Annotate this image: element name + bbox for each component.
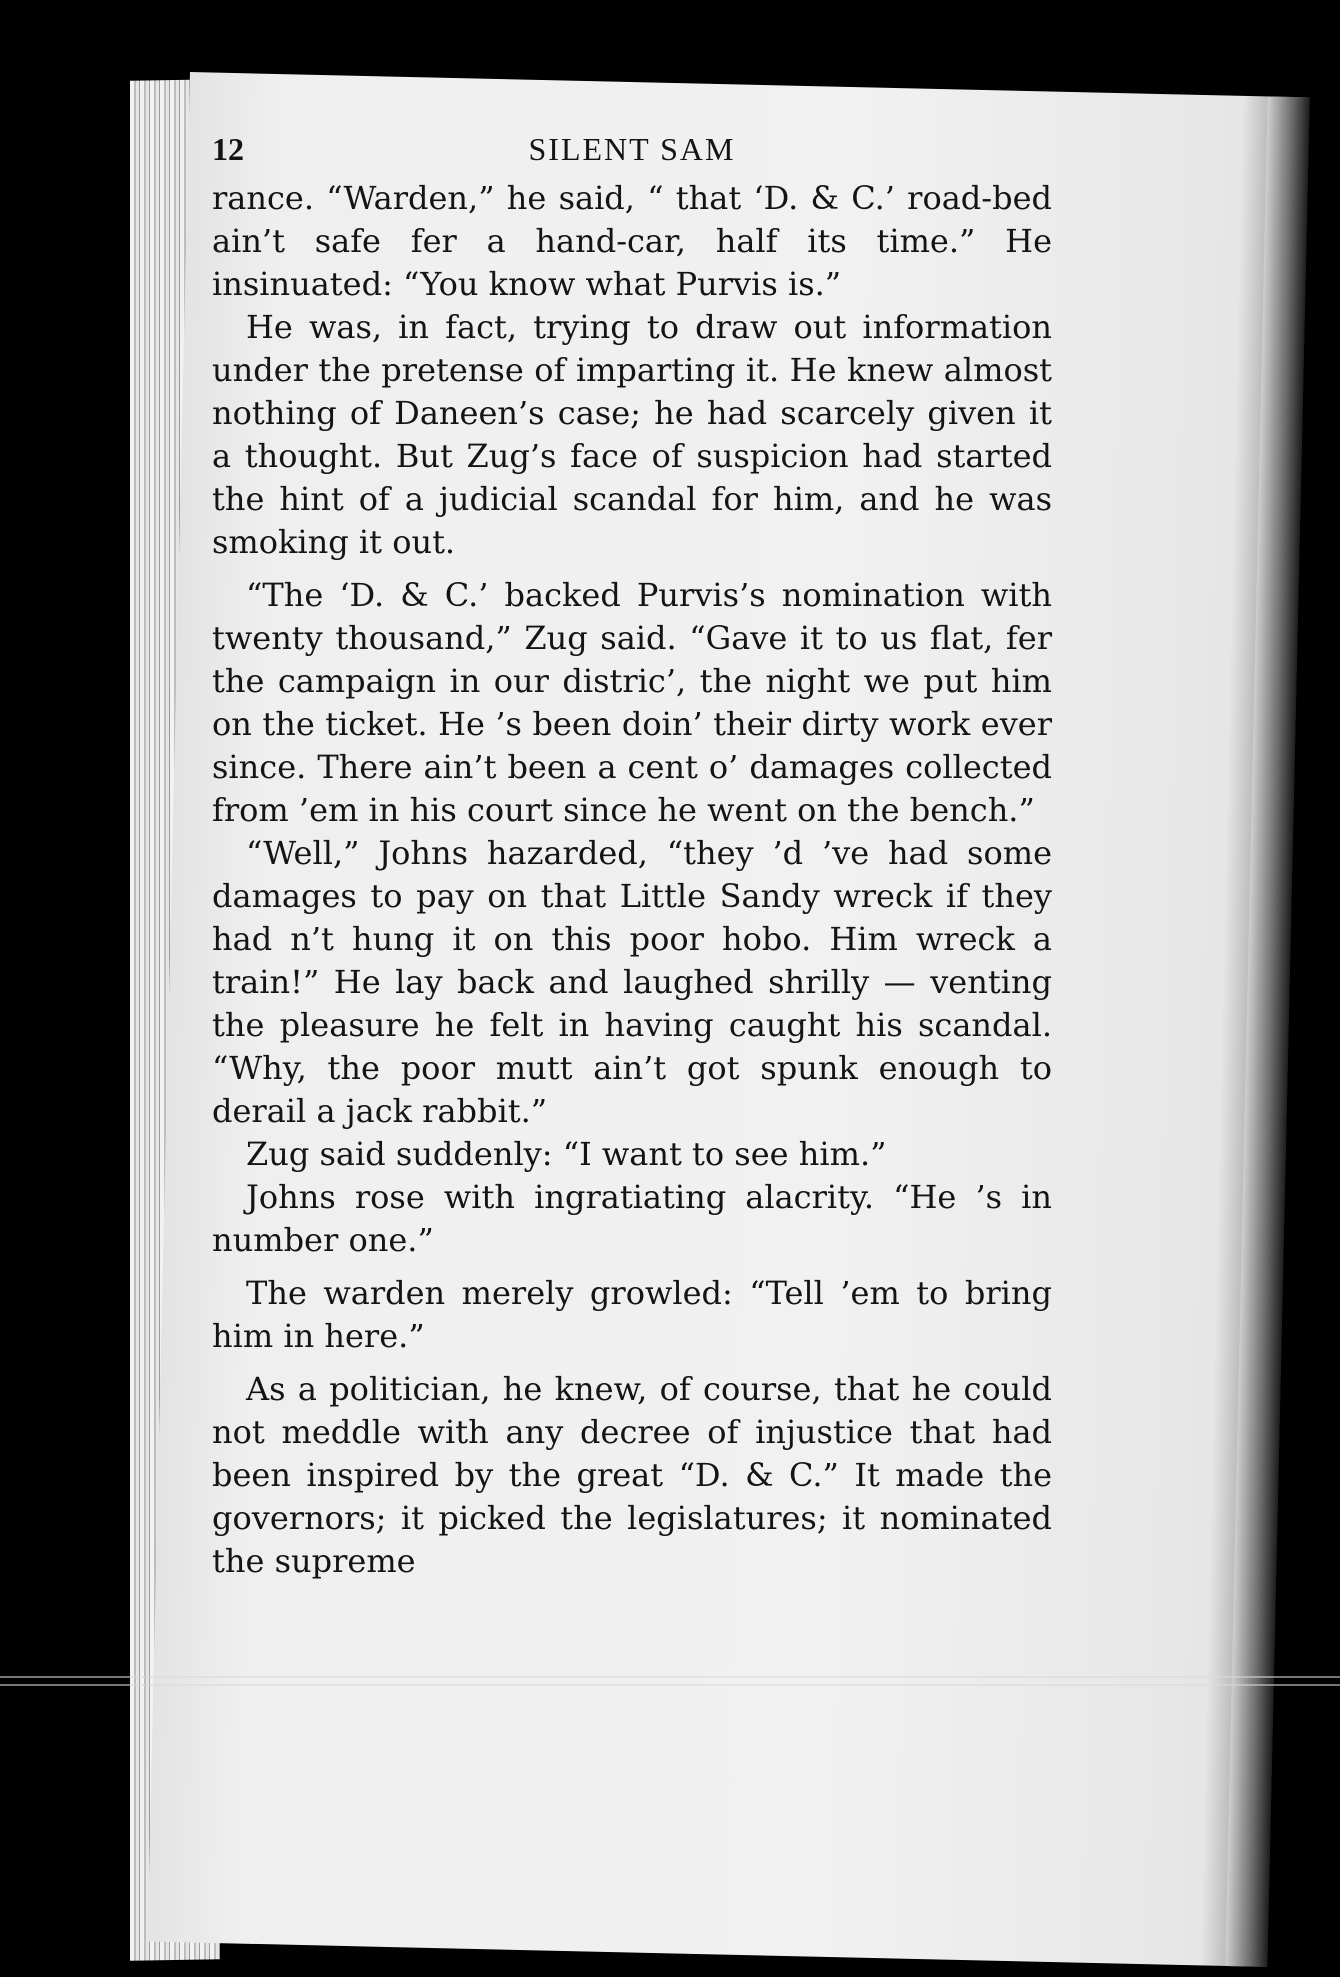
running-title: SILENT SAM [528, 131, 736, 167]
scan-artifact-line [0, 1684, 1340, 1686]
paragraph: He was, in fact, trying to draw out information under the pretense of imparting it. He knew almost nothing of Daneen’s case; he had scarcely given it a thought. But Zug’s face of suspicion had started the hint of a judicial scandal for him, and he was smoking it out. [212, 308, 1052, 561]
scan-artifact-line [0, 1676, 1340, 1678]
paragraph: “Well,” Johns hazarded, “they ’d ’ve had some damages to pay on that Little Sandy wreck if they had n’t hung it on this poor hobo. Him wreck a train!” He lay back and laughed shrilly — venting the pleasure he felt in having caught his scandal. “Why, the poor mutt ain’t got spunk enough to derail a jack rabbit.” [212, 834, 1052, 1130]
paragraph: “The ‘D. & C.’ backed Purvis’s nomination with twenty thousand,” Zug said. “Gave it to us flat, fer the campaign in our distric’, the night we put him on the ticket. He ’s been doin’ their dirty work ever since. There ain’t been a cent o’ damages collected from ’em in his court since he went on the bench.” [212, 576, 1052, 829]
page-number: 12 [212, 131, 244, 167]
paragraph: Johns rose with ingratiating alacrity. “He ’s in number one.” [212, 1178, 1052, 1259]
paragraph: rance. “Warden,” he said, “ that ‘D. & C.’ road-bed ain’t safe fer a hand-car, half its time.” He insinuated: “You know what Purvis is.” [212, 179, 1052, 303]
page-header [212, 128, 1052, 171]
paragraph: As a politician, he knew, of course, that he could not meddle with any decree of injustice that had been inspired by the great “D. & C.” It made the governors; it picked the legislatures; it nominated the supreme [212, 1370, 1052, 1580]
paragraph: Zug said suddenly: “I want to see him.” [246, 1135, 887, 1173]
paragraph: The warden merely growled: “Tell ’em to bring him in here.” [212, 1274, 1052, 1355]
page-text-block [212, 128, 1052, 1583]
page-gutter-shadow [1225, 96, 1309, 1966]
